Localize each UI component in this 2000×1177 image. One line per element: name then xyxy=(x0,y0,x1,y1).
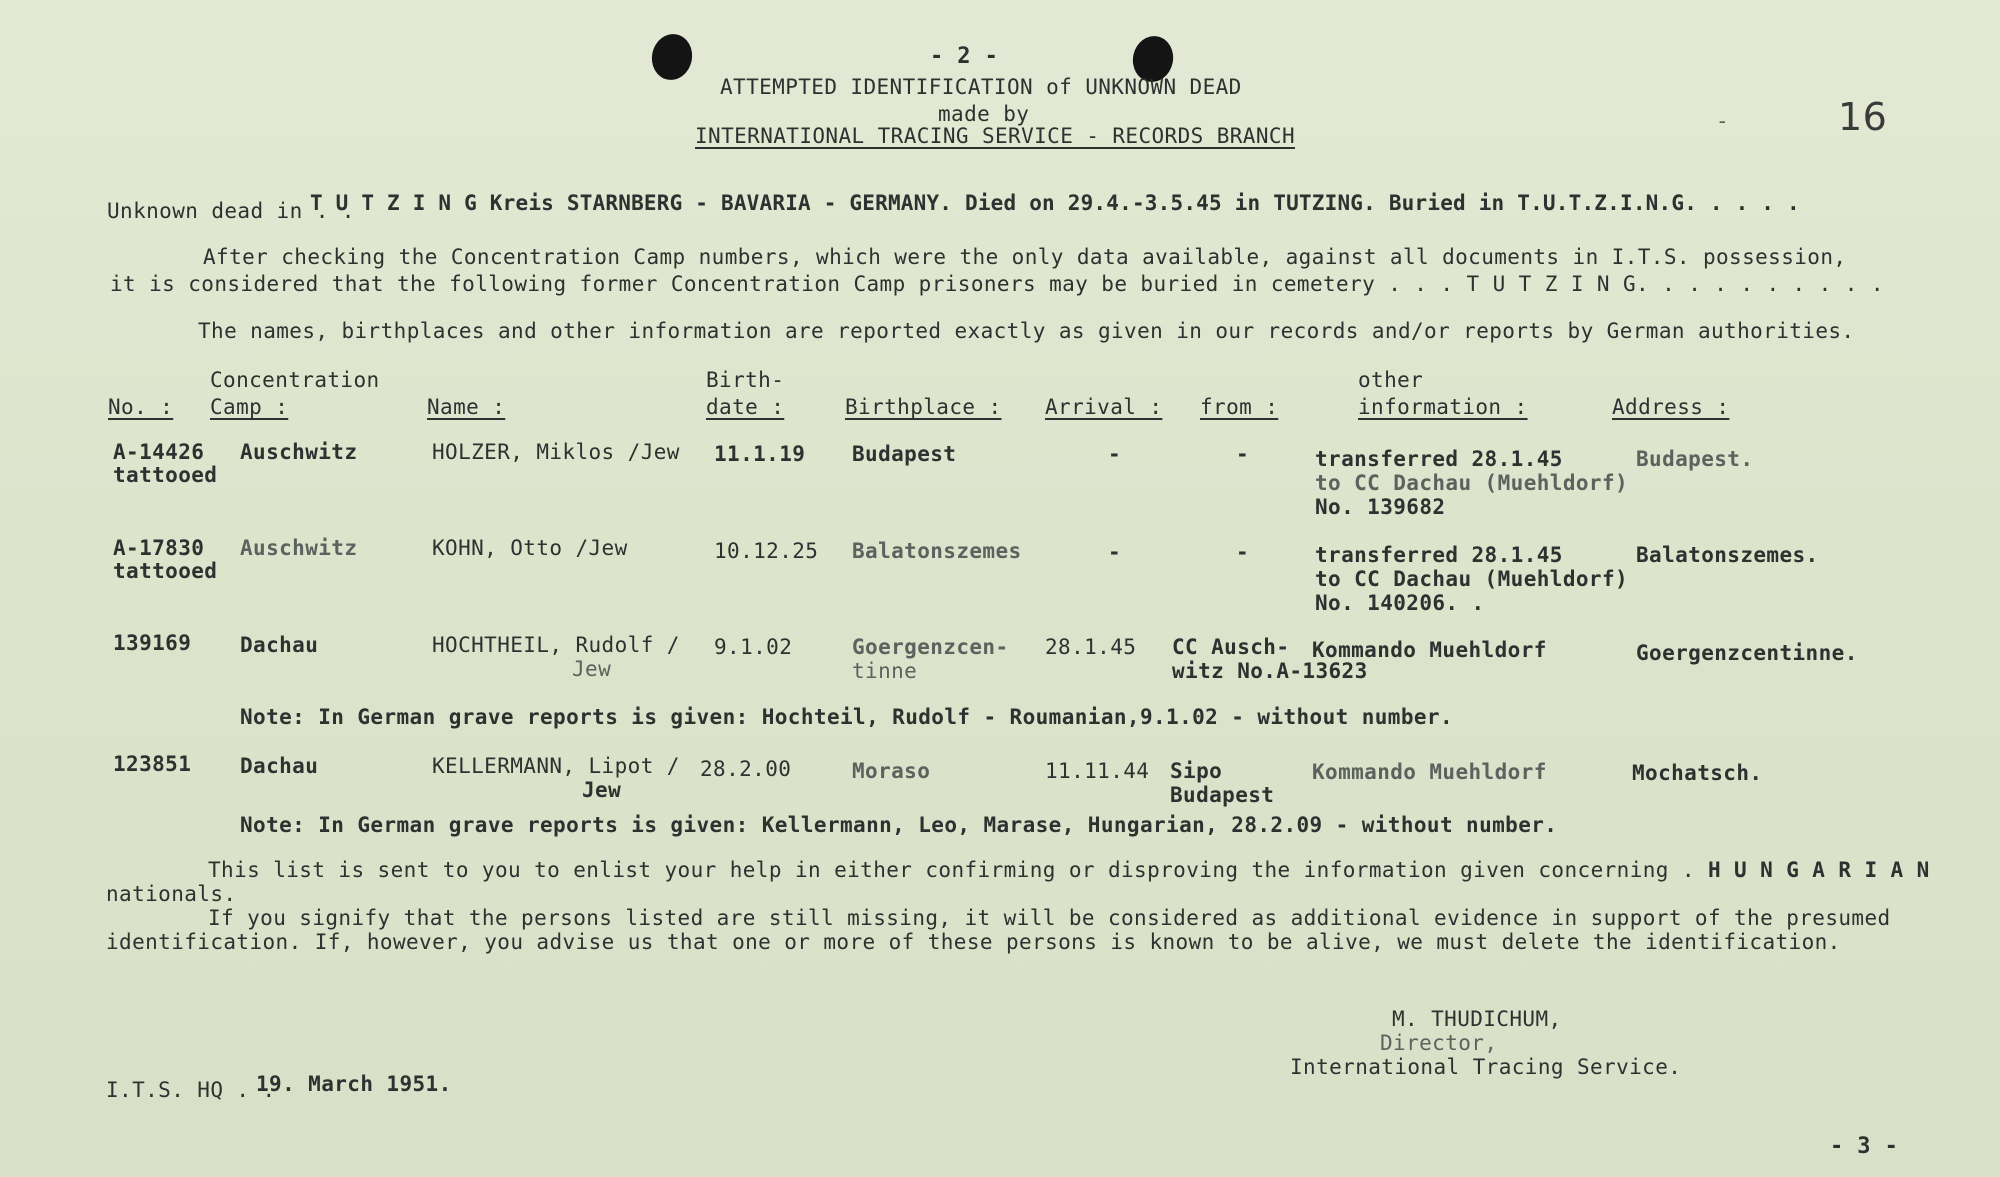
column-header-arrival: Arrival : xyxy=(1045,395,1163,419)
header-made-by: made by xyxy=(938,102,1030,126)
closing-para2-line2: identification. If, however, you advise us that one or more of these persons is known to be alive, we must delete the identification. xyxy=(106,930,1841,954)
folio-number: 16 xyxy=(1838,95,1888,139)
column-header-birth-top: Birth- xyxy=(706,368,785,392)
unknown-dead-location: T U T Z I N G Kreis STARNBERG - BAVARIA - GERMANY. Died on 29.4.-3.5.45 in TUTZING. Buried in T.U.T.Z.I.N.G. . . . . xyxy=(310,191,1800,215)
margin-dash: - xyxy=(1716,109,1730,133)
column-header-camp: Camp : xyxy=(210,395,289,419)
punch-hole-left xyxy=(648,30,697,83)
signatory-title: Director, xyxy=(1380,1031,1498,1055)
column-header-address: Address : xyxy=(1612,395,1730,419)
page-marker-top: - 2 - xyxy=(930,44,999,69)
column-header-birthplace: Birthplace : xyxy=(845,395,1002,419)
unknown-dead-label: Unknown dead in . . xyxy=(107,199,355,223)
column-header-from: from : xyxy=(1200,395,1279,419)
closing-para1-line1: This list is sent to you to enlist your help in either confirming or disproving the information given concerning . H U N G A R I A N xyxy=(208,858,1930,882)
closing-para1-line2: nationals. xyxy=(106,882,237,906)
closing-para2-line1: If you signify that the persons listed are still missing, it will be considered as additional evidence in support of the presumed xyxy=(208,906,1891,930)
header-organization: INTERNATIONAL TRACING SERVICE - RECORDS BRANCH xyxy=(695,124,1295,148)
paragraph-checking-line2: it is considered that the following former Concentration Camp prisoners may be buried in cemetery . . . T U T Z I N G. . . . . . . . . . xyxy=(110,272,1884,296)
footer-date: 19. March 1951. xyxy=(256,1072,452,1096)
column-header-camp-top: Concentration xyxy=(210,368,380,392)
paragraph-checking-line1: After checking the Concentration Camp numbers, which were the only data available, against all documents in I.T.S. possession, xyxy=(203,245,1847,269)
column-header-information: information : xyxy=(1358,395,1528,419)
column-header-birthdate: date : xyxy=(706,395,785,419)
column-header-name: Name : xyxy=(427,395,506,419)
document-page: - 2 - ATTEMPTED IDENTIFICATION of UNKNOWN DEAD made by INTERNATIONAL TRACING SERVICE - RECORDS BRANCH - 16 Unknown dead in . . T U T Z I N G Kreis STARNBERG - BAVARIA - GERMANY. Died on 29.4.-3.5.45 in TUTZING. Buried in T.U.T.Z.I.N.G. . . . . After checking the Concentration Camp numbers, which were the only data available, against all documents in I.T.S. possession, it is considered that the following former Concentration Camp prisoners may be buried in cemetery . . . T U T Z I N G. . . . . . . . . . The names, birthplaces and other information are reported exactly as given in our records and/or reports by German authorities. No. : Concentration Camp : Name : Birth- date : Birthplace : Arrival : from : other information : Address : A-14426 tattooed Auschwitz HOLZER, Miklos /Jew 11.1.19 Budapest - - transferred 28.1.45 to CC Dachau (Muehldorf) No. 139682 Budapest. A-17830 tattooed Auschwitz KOHN, Otto /Jew 10.12.25 Balatonszemes - - transferred 28.1.45 to CC Dachau (Muehldorf) No. 140206. . Balatonszemes. 139169 Dachau HOCHTHEIL, Rudolf / Jew 9.1.02 Goergenzcen- tinne 28.1.45 CC Ausch- witz No.A-13623 Kommando Muehldorf Goergenzcentinne. Note: In German grave reports is given: Hochteil, Rudolf - Roumanian,9.1.02 - without number. 123851 Dachau KELLERMANN, Lipot / Jew 28.2.00 Moraso 11.11.44 Sipo Budapest Kommando Muehldorf Mochatsch. Note: In German grave reports is given: Kellermann, Leo, Marase, Hungarian, 28.2.09 - without number. This list is sent to you to enlist your help in either confirming or disproving the information given concerning . H U N G A R I A N nationals. If you signify that the persons listed are still missing, it will be considered as additional evidence in support of the presumed identification. If, however, you advise us that one or more of these persons is known to be alive, we must delete the identification. M. THUDICHUM, Director, International Tracing Service. I.T.S. HQ . . 19. March 1951. - 3 - xyxy=(0,0,2000,1177)
page-marker-bottom: - 3 - xyxy=(1830,1134,1899,1159)
header-title: ATTEMPTED IDENTIFICATION of UNKNOWN DEAD xyxy=(720,75,1242,99)
column-header-other-top: other xyxy=(1358,368,1424,392)
signatory-name: M. THUDICHUM, xyxy=(1392,1007,1562,1031)
paragraph-names: The names, birthplaces and other information are reported exactly as given in our records and/or reports by German authorities. xyxy=(198,319,1855,343)
footer-place: I.T.S. HQ . . xyxy=(106,1078,276,1102)
signatory-organization: International Tracing Service. xyxy=(1290,1055,1682,1079)
column-header-no: No. : xyxy=(108,395,174,419)
note-hochtheil: Note: In German grave reports is given: Hochteil, Rudolf - Roumanian,9.1.02 - without number. xyxy=(240,705,1454,729)
note-kellermann: Note: In German grave reports is given: Kellermann, Leo, Marase, Hungarian, 28.2.09 - without number. xyxy=(240,813,1558,837)
